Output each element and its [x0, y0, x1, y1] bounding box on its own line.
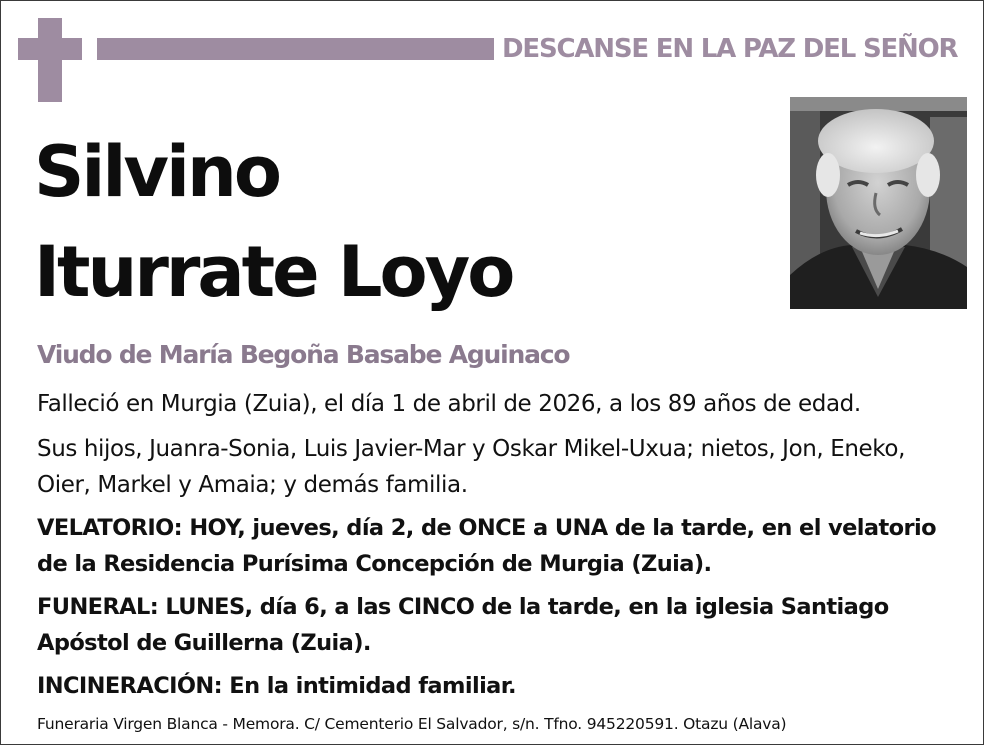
death-notice: Falleció en Murgia (Zuia), el día 1 de abril de 2026, a los 89 años de edad.	[37, 391, 861, 417]
funeral-details: FUNERAL: LUNES, día 6, a las CINCO de la tarde, en la iglesia Santiago Apóstol de Guillerna (Zuia).	[37, 594, 889, 656]
header-title: DESCANSE EN LA PAZ DEL SEÑOR	[502, 34, 958, 64]
widow-of-line: Viudo de María Begoña Basabe Aguinaco	[37, 340, 570, 369]
cremation-details: INCINERACIÓN: En la intimidad familiar.	[37, 673, 517, 699]
funeral-home-footer: Funeraria Virgen Blanca - Memora. C/ Cementerio El Salvador, s/n. Tfno. 945220591. Otazu (Alava)	[37, 715, 787, 733]
deceased-first-name: Silvino	[34, 131, 279, 213]
family-list: Sus hijos, Juanra-Sonia, Luis Javier-Mar y Oskar Mikel-Uxua; nietos, Jon, Eneko, Oier, Markel y Amaia; y demás familia.	[37, 436, 905, 498]
portrait-photo	[790, 97, 967, 309]
wake-details: VELATORIO: HOY, jueves, día 2, de ONCE a UNA de la tarde, en el velatorio de la Residencia Purísima Concepción de Murgia (Zuia).	[37, 515, 936, 577]
header-rule	[97, 38, 494, 60]
deceased-surnames: Iturrate Loyo	[34, 231, 513, 313]
